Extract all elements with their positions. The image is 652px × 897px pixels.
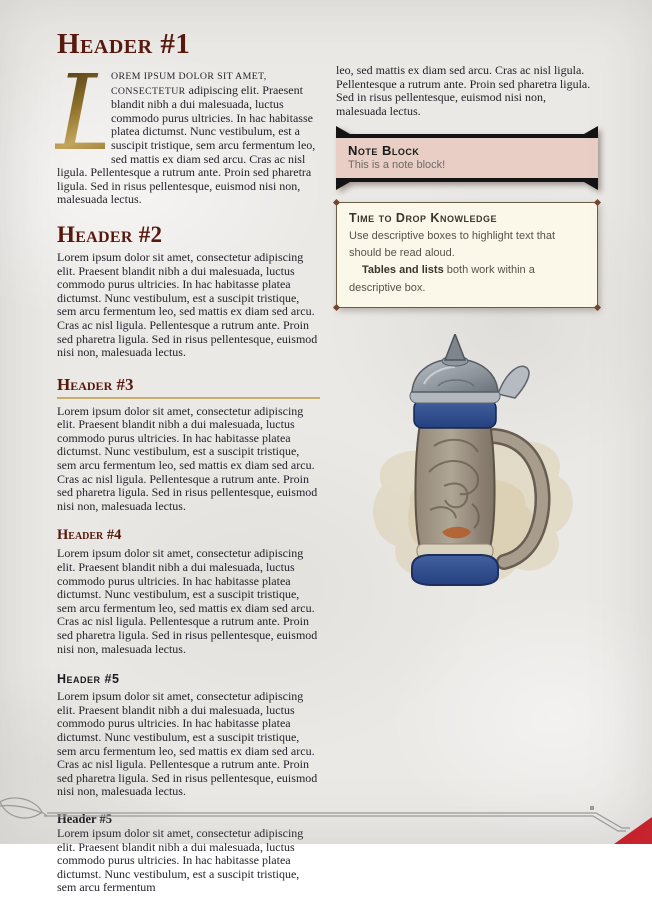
header-5: Header #5 (57, 672, 120, 687)
descriptive-box-line2 (349, 262, 585, 296)
beer-stein-illustration (350, 334, 580, 596)
right-column (336, 64, 598, 596)
corner-dot-icon (594, 199, 601, 206)
descriptive-box-title: Time to Drop Knowledge (349, 211, 497, 226)
footer-double-line (44, 813, 630, 831)
corner-dot-icon (594, 304, 601, 311)
beer-stein-image (350, 334, 580, 596)
leaf-ornament-icon (0, 798, 47, 818)
left-column (57, 28, 320, 897)
corner-dot-icon (333, 199, 340, 206)
header-2: Header #2 (57, 221, 163, 247)
note-block-top-bar (336, 126, 598, 138)
note-block-bottom-bar (336, 178, 598, 190)
intro-lead-smallcaps: OREM IPSUM DOLOR SIT AMET, CONSECTETUR (111, 71, 267, 97)
intro-paragraph (55, 51, 320, 207)
footer-dot (590, 806, 594, 810)
header-1: Header #1 (57, 28, 191, 60)
page-footer-ornament (0, 792, 652, 844)
descriptive-box-line1: Use descriptive boxes to highlight text that should be read aloud. (349, 230, 556, 260)
descriptive-box (336, 202, 598, 307)
note-block (336, 126, 598, 190)
descriptive-box-line2-bold: Tables and lists (362, 264, 444, 277)
section-4-paragraph: Lorem ipsum dolor sit amet, consectetur adipiscing elit. Praesent blandit nibh a dui malesuada, luctus commodo purus ultricies. In hac habitasse platea dictumst. Nunc vestibulum, est a suscipit tristique, sem arcu fermentum leo, sed mattis ex diam sed arcu. Cras ac nisl ligula. Pellentesque a rutrum ante. Proin sed pharetra ligula. Sed in risus pellentesque, euismod nisi non, malesuada lectus. (57, 546, 318, 656)
corner-dot-icon (333, 304, 340, 311)
note-block-title: Note Block (348, 143, 420, 159)
note-block-body (336, 138, 598, 178)
header-5-bold: Header #5 (57, 811, 112, 826)
section-6-paragraph: Lorem ipsum dolor sit amet, consectetur adipiscing elit. Praesent blandit nibh a dui malesuada, luctus commodo purus ultricies. In hac habitasse platea dictumst. Nunc vestibulum, est a suscipit tristique, sem arcu fermentum (57, 825, 304, 895)
header-3: Header #3 (57, 375, 320, 399)
intro-body-text: adipiscing elit. Praesent blandit nibh a dui malesuada, luctus commodo purus ultricies. In hac habitasse platea dictumst. Nunc vestibulum, est a suscipit tristique, sem arcu fermentum leo, sed mattis ex diam sed arcu. Cras ac nisl ligula. Pellentesque a rutrum ante. Proin sed pharetra ligula. Sed in risus pellentesque, euismod nisi non, malesuada lectus. (57, 82, 316, 207)
header-4: Header #4 (57, 527, 122, 544)
note-block-text: This is a note block! (348, 159, 446, 172)
section-2-paragraph: Lorem ipsum dolor sit amet, consectetur adipiscing elit. Praesent blandit nibh a dui malesuada, luctus commodo purus ultricies. In hac habitasse platea dictumst. Nunc vestibulum, est a suscipit tristique, sem arcu fermentum leo, sed mattis ex diam sed arcu. Cras ac nisl ligula. Pellentesque a rutrum ante. Proin sed pharetra ligula. Sed in risus pellentesque, euismod nisi non, malesuada lectus. (57, 249, 318, 360)
section-3-paragraph: Lorem ipsum dolor sit amet, consectetur adipiscing elit. Praesent blandit nibh a dui malesuada, luctus commodo purus ultricies. In hac habitasse platea dictumst. Nunc vestibulum, est a suscipit tristique, sem arcu fermentum leo, sed mattis ex diam sed arcu. Cras ac nisl ligula. Pellentesque a rutrum ante. Proin sed pharetra ligula. Sed in risus pellentesque, euismod nisi non, malesuada lectus. (57, 403, 318, 513)
continuation-paragraph: leo, sed mattis ex diam sed arcu. Cras ac nisl ligula. Pellentesque a rutrum ante. Proin sed pharetra ligula. Sed in risus pellentesque, euismod nisi non, malesuada lectus. (336, 63, 591, 118)
drop-cap-letter: L (55, 51, 126, 174)
section-5-paragraph: Lorem ipsum dolor sit amet, consectetur adipiscing elit. Praesent blandit nibh a dui malesuada, luctus commodo purus ultricies. In hac habitasse platea dictumst. Nunc vestibulum, est a suscipit tristique, sem arcu fermentum leo, sed mattis ex diam sed arcu. Cras ac nisl ligula. Pellentesque a rutrum ante. Proin sed pharetra ligula. Sed in risus pellentesque, euismod nisi non, malesuada lectus. (57, 689, 318, 799)
descriptive-box-line2-rest: both work within a descriptive box. (349, 264, 535, 294)
